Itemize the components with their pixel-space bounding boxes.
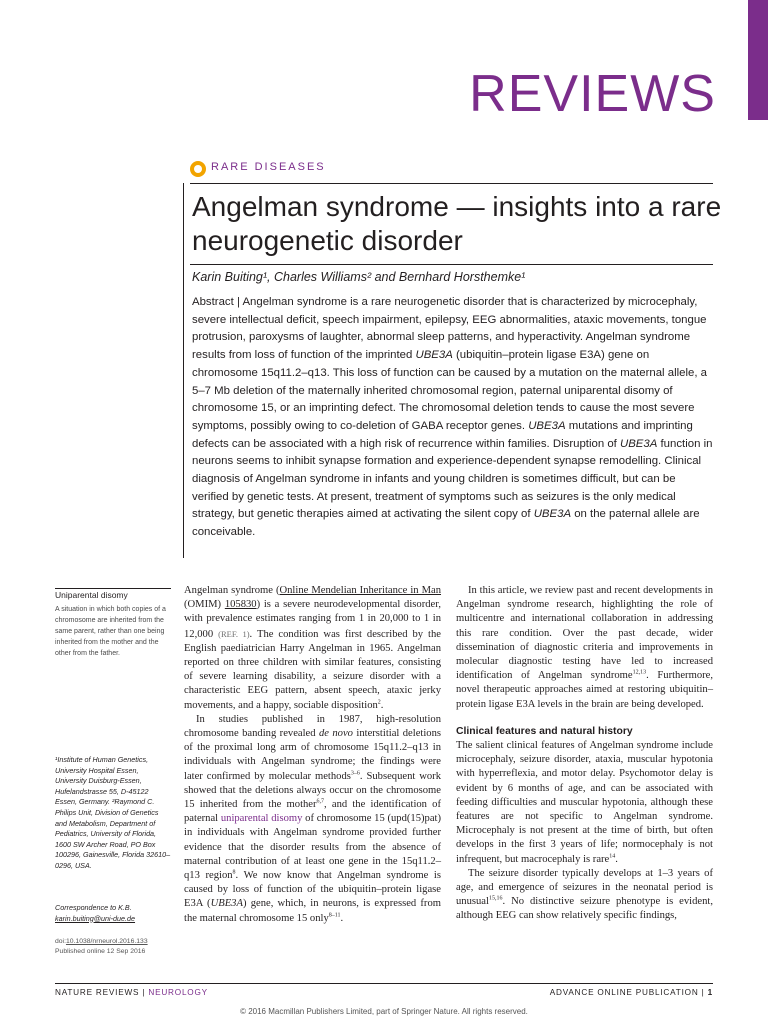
correspondence-email-link[interactable]: karin.buiting@uni-due.de <box>55 913 136 923</box>
article-title: Angelman syndrome — insights into a rare neurogenetic disorder <box>192 191 722 256</box>
paragraph: In this article, we review past and recent developments in Angelman syndrome research, highlighting the role of multicentre and international collaboration in addressing this rare condition. Over the past decade, wider dissemination of diagnostic criteria and improvements in molecular diagnostic testing have led to increased identification of Angelman syndrome$^{12,13}$. Furthermore, novel therapeutic approaches aimed at restoring ubiquitin–protein ligase E3A levels in the brain are being developed. <box>456 585 713 710</box>
glossary-term: Uniparental disomy <box>55 590 128 600</box>
footer-rule <box>55 983 713 984</box>
doi-block <box>55 937 175 957</box>
section-heading: Clinical features and natural history <box>456 725 633 737</box>
reference-link[interactable]: (REF. 1) <box>218 628 250 639</box>
footer-subject: NEUROLOGY <box>148 988 208 997</box>
abstract-left-rule <box>183 183 184 558</box>
correspondence <box>55 903 171 924</box>
page-number: 1 <box>707 988 713 997</box>
paragraph: The seizure disorder typically develops at 1–3 years of age, and emergence of seizures in the neonatal period is unusual$^{15,16}$. No distinctive seizure phenotype is evident, although EEG can show relatively specific findings, <box>456 867 713 922</box>
glossary-link-upd[interactable]: uniparental disomy <box>220 813 303 825</box>
title-top-rule <box>190 183 713 184</box>
body-column-1 <box>184 584 441 926</box>
glossary-definition: A situation in which both copies of a chromosome are inherited from the same parent, rather than one being inherited from the mother and the other from the father. <box>55 606 166 657</box>
paragraph: Angelman syndrome (Online Mendelian Inheritance in Man (OMIM) 105830) is a severe neurodevelopmental disorder, with prevalence estimates ranging from 1 in 20,000 to 1 in 12,000 (REF. 1). The condition was first described by the English paediatrician Harry Angelman in 1965. Angelman reported on three children with similar features, consisting of severe learning disability, a seizure disorder with a characteristic EEG pattern, absent speech, ataxic jerky movements, and a happy, sociable disposition$^2$. <box>184 585 442 711</box>
paragraph: The salient clinical features of Angelman syndrome include microcephaly, seizure disorder, ataxia, muscular hypotonia with hyperreflexia, and motor delay. Psychomotor delay is evident by 6 months of age, and can be associated with feeding difficulties and muscular hypotonia, although these features are not specific to Angelman syndrome. Microcephaly is not present at the time of birth, but often develops in the first 3 years of life; normocephaly is not infrequent, but macrocephaly is rare$^{14}$. <box>456 740 713 865</box>
footer-journal: NATURE REVIEWS | NEUROLOGY <box>55 988 208 997</box>
sidebar-rule <box>55 588 171 589</box>
footer-publication: ADVANCE ONLINE PUBLICATION | 1 <box>549 988 713 997</box>
copyright: © 2016 Macmillan Publishers Limited, part of Springer Nature. All rights reserved. <box>240 1007 528 1016</box>
accent-bar <box>748 0 768 120</box>
doi-label: doi: <box>55 938 66 945</box>
authors: Karin Buiting¹, Charles Williams² and Bernhard Horsthemke¹ <box>192 270 526 284</box>
author-affiliations: ¹Institute of Human Genetics, University Hospital Essen, University Duisburg-Essen, Hufelandstrasse 55, D-45122 Essen, Germany. ²Raymond C. Philips Unit, Division of Genetics and Metabolism, Department of Pediatrics, University of Florida, 1600 SW Archer Road, PO Box 100296, Gainesville, Florida 32610–0296, USA. <box>55 755 171 870</box>
section-header: REVIEWS <box>469 65 716 123</box>
rare-diseases-icon <box>190 161 206 177</box>
abstract: Abstract | Angelman syndrome is a rare neurogenetic disorder that is characterized by microcephaly, severe intellectual deficit, speech impairment, epilepsy, EEG abnormalities, ataxic movements, tongue protrusion, paroxysms of laughter, abnormal sleep patterns, and hyperactivity. Angelman syndrome results from loss of function of the imprinted UBE3A (ubiquitin–protein ligase E3A) gene on chromosome 15q11.2–q13. This loss of function can be caused by a mutation on the maternal allele, a 5–7 Mb deletion of the maternally inherited chromosomal region, paternal uniparental disomy of chromosome 15, or an imprinting defect. The chromosomal deletion tends to cause the most severe symptoms, possibly owing to co-deletion of GABA receptor genes. UBE3A mutations and imprinting defects can be associated with a high risk of recurrence within families. Disruption of UBE3A function in neurons seems to inhibit synapse formation and experience-dependent synapse remodelling. Clinical diagnosis of Angelman syndrome in infants and young children is sometimes difficult, but can be verified by genetic tests. At present, treatment of symptoms such as seizures is the only medical strategy, but genetic therapies aimed at activating the silent copy of UBE3A on the paternal allele are conceivable. <box>192 296 713 539</box>
omim-link[interactable]: Online Mendelian Inheritance in Man <box>279 585 442 596</box>
title-bottom-rule <box>190 264 713 265</box>
paragraph: In studies published in 1987, high-resolution chromosome banding revealed de novo interstitial deletions of the proximal long arm of chromosome 15q11.2–q13 in individuals with Angelman syndrome; the findings were later confirmed by molecular methods$^{3-6}$. Subsequent work showed that the deletions always occur on the chromosome 15 inherited from the mother$^{6,7}$, and the identification of paternal uniparental disomy of chromosome 15 (upd(15)pat) in individuals with Angelman syndrome provided further evidence that the disorder results from the absence of maternal contribution of at least one gene in the 15q11.2–q13 region$^8$. We now know that Angelman syndrome is caused by loss of function of the ubiquitin–protein ligase E3A (UBE3A) gene, which, in neurons, is expressed from the maternal chromosome 15 only$^{8-11}$. <box>184 713 442 924</box>
section-label: RARE DISEASES <box>211 161 326 173</box>
body-column-2 <box>456 584 713 924</box>
correspondence-label: Correspondence to K.B. <box>55 903 132 912</box>
published-date: Published online 12 Sep 2016 <box>55 948 146 955</box>
doi-link[interactable]: 10.1038/nrneurol.2016.133 <box>65 938 148 945</box>
omim-id-link[interactable]: 105830 <box>224 599 257 611</box>
